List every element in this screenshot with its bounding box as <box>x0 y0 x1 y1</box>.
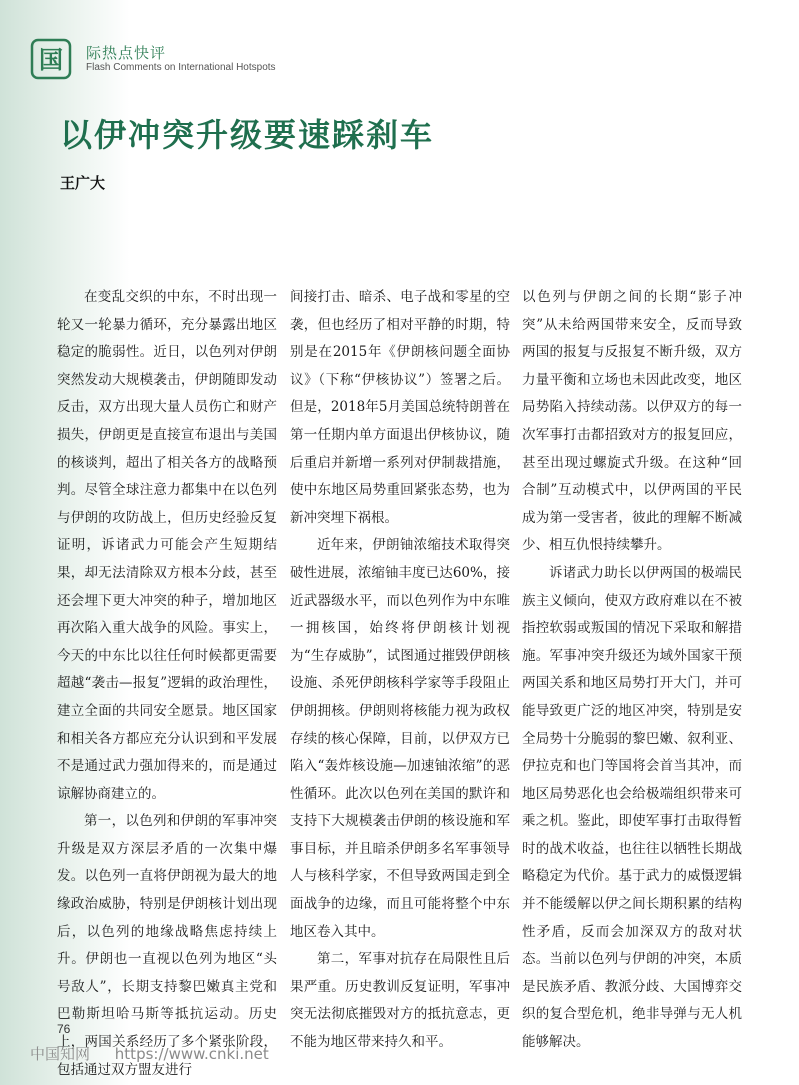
paragraph: 第二，军事对抗存在局限性且后果严重。历史教训反复证明，军事冲突无法彻底摧毁对方的抵抗意志，更不能为地区带来持久和平。 <box>290 951 510 1051</box>
paragraph: 第一，以色列和伊朗的军事冲突升级是双方深层矛盾的一次集中爆发。以色列一直将伊朗视为最大的地缘政治威胁，特别是伊朗核计划出现后，以色列的地缘战略焦虑持续上升。伊朗也一直视以色列为地区“头号敌人”，长期支持黎巴嫩真主党和巴勒斯坦哈马斯等抵抗运动。历史上，两国关系经历了多个紧张阶段，包括通过双方盟友进行 <box>57 813 277 1078</box>
paragraph: 以色列与伊朗之间的长期“影子冲突”从未给两国带来安全，反而导致两国的报复与反报复不断升级，双方力量平衡和立场也未因此改变，地区局势陷入持续动荡。以伊双方的每一次军事打击都招致对方的报复回应，甚至出现过螺旋式升级。在这种“回合制”互动模式中，以伊两国的平民成为第一受害者，彼此的理解不断减少、相互仇恨持续攀升。 <box>522 289 742 554</box>
text-column-2 <box>290 284 510 1057</box>
watermark-name: 中国知网 <box>30 1045 91 1063</box>
paragraph: 诉诸武力助长以伊两国的极端民族主义倾向，使双方政府难以在不被指控软弱或叛国的情况下采取和解措施。军事冲突升级还为域外国家干预两国关系和地区局势打开大门，并可能导致更广泛的地区冲突，特别是安全局势十分脆弱的黎巴嫩、叙利亚、伊拉克和也门等国将会首当其冲，而地区局势恶化也会给极端组织带来可乘之机。鉴此，即使军事打击取得暂时的战术收益，也往往以牺牲长期战略稳定为代价。基于武力的威慑逻辑并不能缓解以伊之间长期积累的结构性矛盾，反而会加深双方的敌对状态。当前以色列与伊朗的冲突，本质是民族矛盾、教派分歧、大国博弈交织的复合型危机，绝非导弹与无人机能够解决。 <box>522 564 742 1051</box>
watermark <box>30 1043 289 1064</box>
paragraph: 间接打击、暗杀、电子战和零星的空袭，但也经历了相对平静的时期，特别是在2015年《伊朗核问题全面协议》（下称“伊核协议”）签署之后。但是，2018年5月美国总统特朗普在第一任期内单方面退出伊核协议，随后重启并新增一系列对伊制裁措施，使中东地区局势重回紧张态势，也为新冲突埋下祸根。 <box>290 289 510 526</box>
text-column-1 <box>57 284 277 1084</box>
article-title: 以伊冲突升级要速踩刹车 <box>60 116 435 154</box>
paragraph: 近年来，伊朗铀浓缩技术取得突破性进展，浓缩铀丰度已达60%，接近武器级水平，而以色列作为中东唯一拥核国，始终将伊朗核计划视为“生存威胁”，试图通过摧毁伊朗核设施、杀死伊朗核科学家等手段阻止伊朗拥核。伊朗则将核能力视为政权存续的核心保障，目前，以伊双方已陷入“轰炸核设施—加速铀浓缩”的恶性循环。此次以色列在美国的默许和支持下大规模袭击伊朗的核设施和军事目标，并且暗杀伊朗多名军事领导人与核科学家，不但导致两国走到全面战争的边缘，而且可能将整个中东地区卷入其中。 <box>290 537 510 940</box>
column-logo-icon <box>30 38 72 80</box>
page-number: 76 <box>57 1022 71 1036</box>
paragraph: 在变乱交织的中东，不时出现一轮又一轮暴力循环，充分暴露出地区稳定的脆弱性。近日，以色列对伊朗突然发动大规模袭击，伊朗随即发动反击，双方出现大量人员伤亡和财产损失，伊朗更是直接宣布退出与美国的核谈判，超出了相关各方的战略预判。尽管全球注意力都集中在以色列与伊朗的攻防战上，但历史经验反复证明，诉诸武力可能会产生短期结果，却无法清除双方根本分歧，甚至还会埋下更大冲突的种子，增加地区再次陷入重大战争的风险。事实上，今天的中东比以往任何时候都更需要超越“袭击—报复”逻辑的政治理性，建立全面的共同安全愿景。地区国家和相关各方都应充分认识到和平发展不是通过武力强加得来的，而是通过谅解协商建立的。 <box>57 289 277 802</box>
watermark-url[interactable]: https://www.cnki.net <box>114 1045 269 1063</box>
logo-char: 国 <box>39 46 63 74</box>
column-title: 际热点快评 <box>86 44 167 62</box>
author: 王广大 <box>60 174 106 192</box>
column-subtitle: Flash Comments on International Hotspots <box>86 62 276 73</box>
text-column-3 <box>522 284 742 1057</box>
